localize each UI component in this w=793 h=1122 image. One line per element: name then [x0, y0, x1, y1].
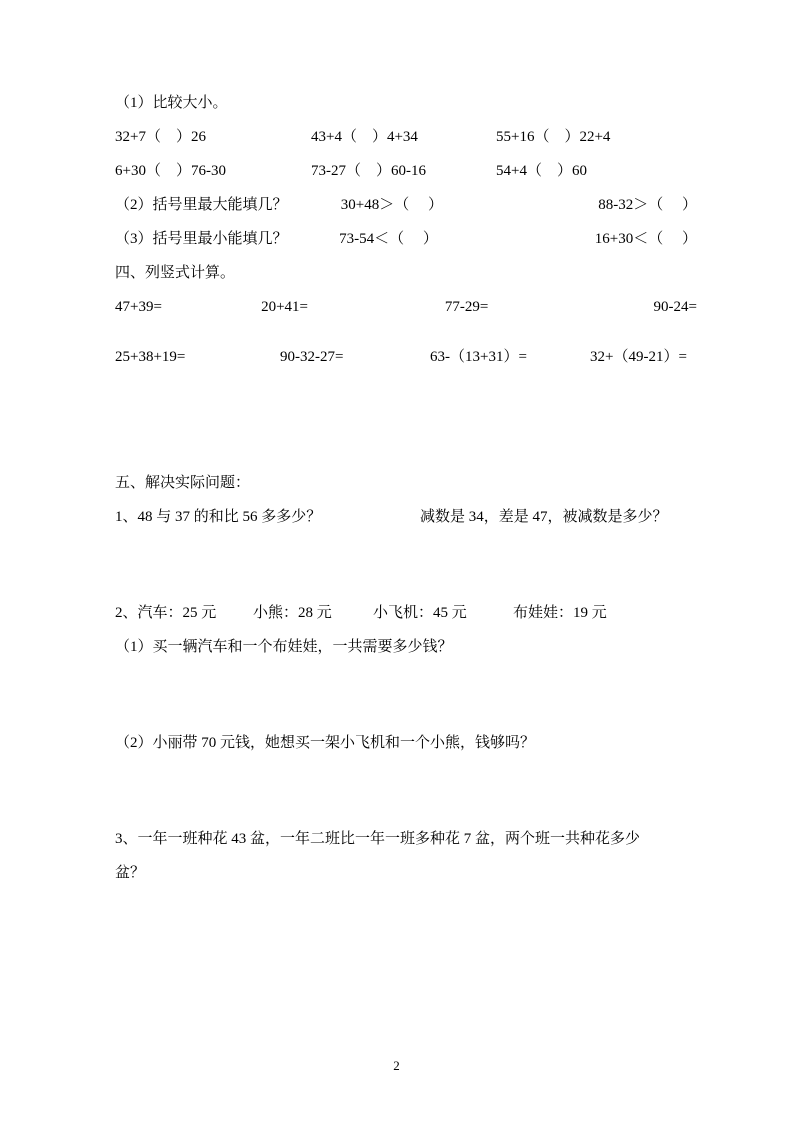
vertical-problem: 90-24=: [653, 299, 697, 315]
word-problem-2-sub1: （1）买一辆汽车和一个布娃娃，一共需要多少钱？: [115, 639, 453, 655]
vertical-problem: 20+41=: [261, 299, 308, 315]
fill-max-row: [115, 188, 697, 222]
work-space-q2b: [115, 760, 697, 822]
word-problem-part: 减数是 34，差是 47，被减数是多少？: [420, 509, 668, 525]
word-problem-part: 1、48 与 37 的和比 56 多多少？: [115, 509, 322, 525]
compare-item: 54+4（ ）60: [496, 163, 587, 179]
spacer: [115, 324, 697, 340]
page-number: 2: [393, 1058, 400, 1073]
vertical-problem: 90-32-27=: [280, 349, 344, 365]
fill-min-row: [115, 222, 697, 256]
vertical-row-1: [115, 290, 697, 324]
vertical-problem: 77-29=: [444, 299, 489, 315]
compare-row-1: [115, 120, 697, 154]
fill-max-item: 88-32＞（ ）: [598, 197, 697, 213]
compare-item: 43+4（ ）4+34: [311, 129, 418, 145]
compare-row-2: [115, 154, 697, 188]
vertical-problem: 25+38+19=: [115, 349, 186, 365]
fill-max-item: 30+48＞（ ）: [340, 197, 443, 213]
fill-max-label: （2）括号里最大能填几？: [115, 197, 288, 213]
price-item: 布娃娃：19 元: [513, 605, 607, 621]
work-space-q2a: [115, 664, 697, 726]
word-problems-title: 五、解决实际问题：: [115, 474, 251, 491]
price-item: 小熊：28 元: [253, 605, 332, 621]
price-item: 小飞机：45 元: [373, 605, 467, 621]
compare-item: 55+16（ ）22+4: [496, 129, 611, 145]
compare-section-title: （1）比较大小。: [115, 95, 228, 111]
word-problem-3-line2: 盆？: [115, 865, 146, 881]
vertical-section-title: 四、列竖式计算。: [115, 264, 236, 281]
compare-item: 73-27（ ）60-16: [311, 163, 426, 179]
price-item: 2、汽车：25 元: [115, 605, 217, 621]
word-problem-3-line1: 3、一年一班种花 43 盆，一年二班比一年一班多种花 7 盆，两个班一共种花多少: [115, 831, 641, 847]
work-space-vertical: [115, 374, 697, 466]
price-list-row: [115, 596, 697, 630]
work-space-q1: [115, 534, 697, 596]
fill-min-item: 16+30＜（ ）: [594, 231, 697, 247]
vertical-row-2: [115, 340, 697, 374]
vertical-problem: 63-（13+31）=: [430, 349, 527, 365]
vertical-problem: 47+39=: [115, 299, 162, 315]
compare-item: 32+7（ ）26: [115, 129, 206, 145]
fill-min-label: （3）括号里最小能填几？: [115, 231, 288, 247]
word-problem-2-sub2: （2）小丽带 70 元钱，她想买一架小飞机和一个小熊，钱够吗？: [115, 735, 536, 751]
fill-min-item: 73-54＜（ ）: [339, 231, 438, 247]
word-problem-1: [115, 500, 697, 534]
compare-item: 6+30（ ）76-30: [115, 163, 226, 179]
vertical-problem: 32+（49-21）=: [590, 349, 687, 365]
